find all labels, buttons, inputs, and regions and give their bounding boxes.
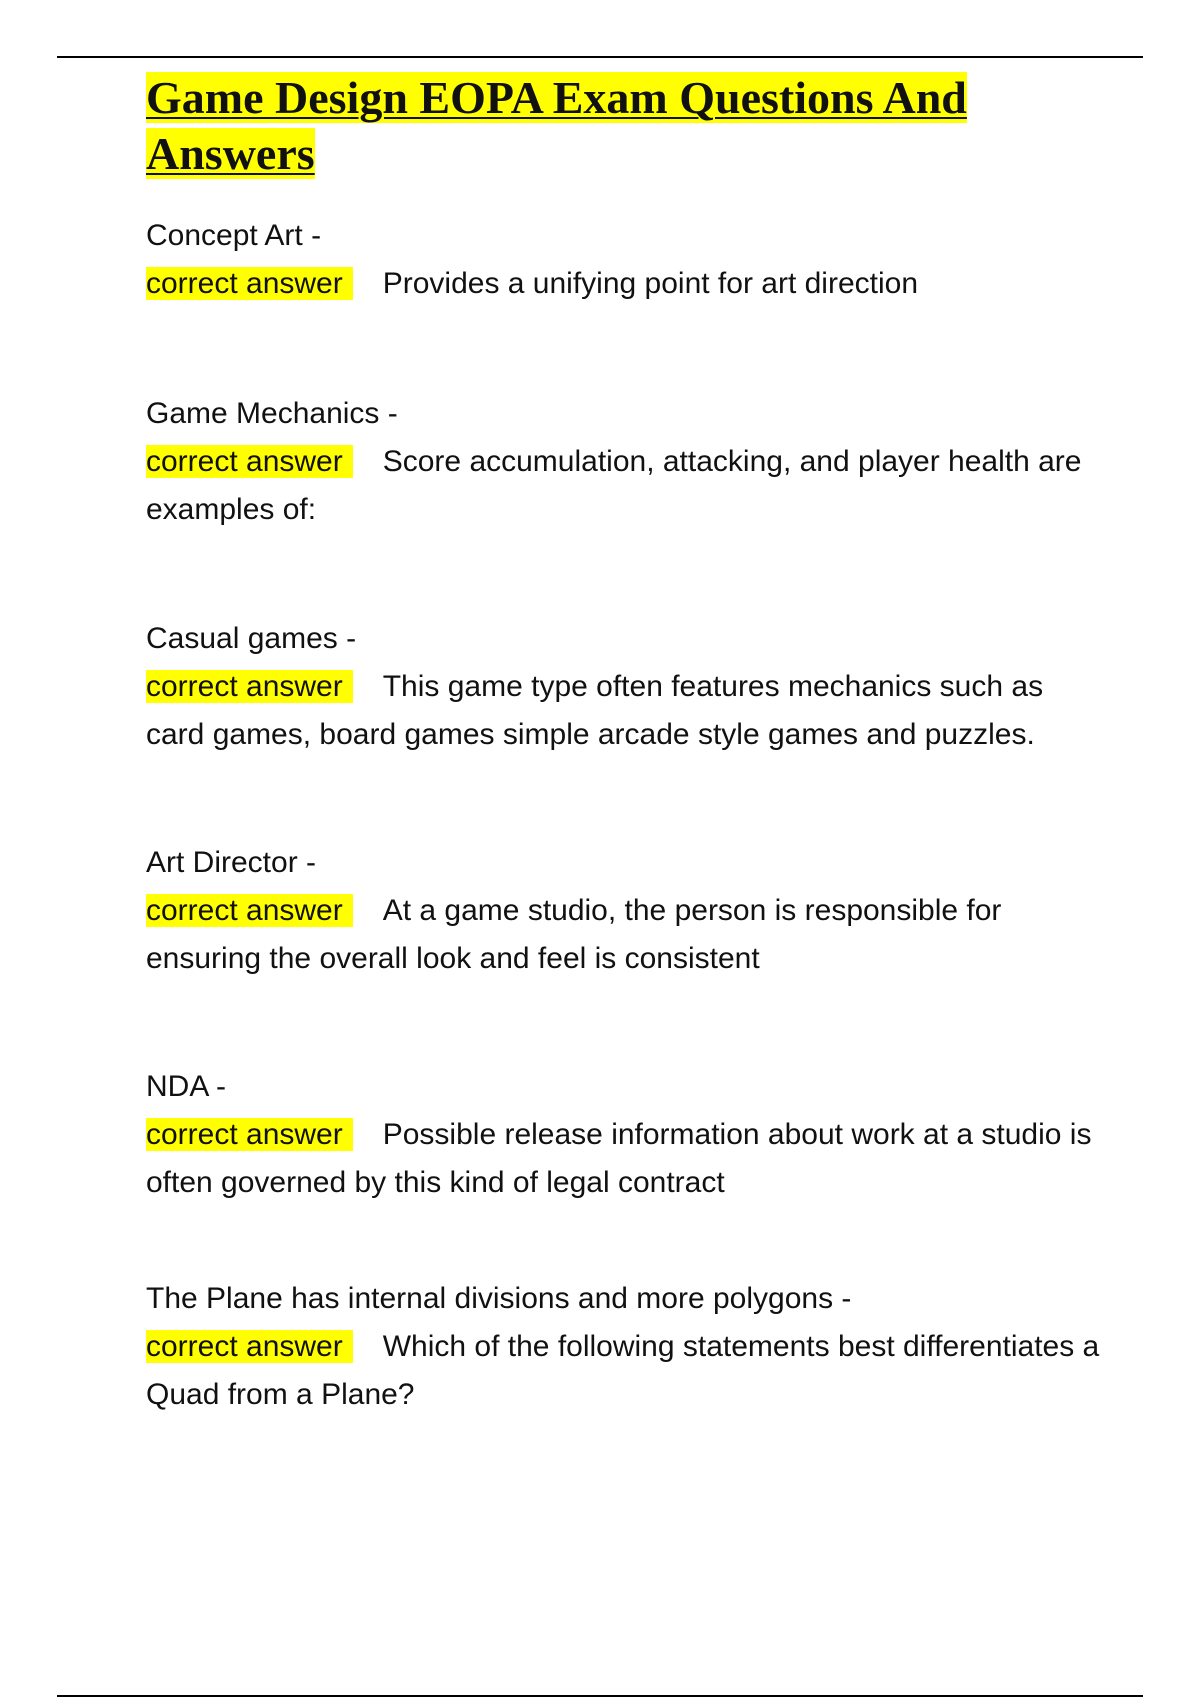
document-title-text: Game Design EOPA Exam Questions And Answers [146,72,967,179]
document-title [146,70,1106,182]
qa-term: Casual games - [146,622,357,655]
qa-term: Concept Art - [146,219,322,252]
qa-answer-line [146,887,1106,983]
qa-item [146,390,1106,534]
qa-answer-line [146,260,1106,308]
qa-term: Art Director - [146,846,317,879]
answer-tag: correct answer [146,445,353,478]
qa-answer-line [146,438,1106,534]
top-rule [57,56,1143,58]
qa-term: NDA - [146,1070,227,1103]
answer-tag: correct answer [146,1118,353,1151]
qa-answer: This game type often features mechanics such as card games, board games simple arcade style games and puzzles. [146,670,1044,751]
qa-item [146,839,1106,983]
qa-item [146,1063,1106,1207]
qa-term: The Plane has internal divisions and more polygons - [146,1282,852,1315]
answer-tag: correct answer [146,1330,353,1363]
qa-answer-line [146,1323,1106,1419]
qa-item [146,1275,1106,1419]
qa-answer: Score accumulation, attacking, and player health are examples of: [146,445,1082,526]
answer-tag: correct answer [146,894,353,927]
qa-answer: Provides a unifying point for art direction [382,267,919,300]
document-body [146,70,1106,1411]
qa-answer: Possible release information about work at a studio is often governed by this kind of legal contract [146,1118,1092,1199]
answer-tag: correct answer [146,670,353,703]
qa-answer-line [146,1111,1106,1207]
qa-answer: At a game studio, the person is responsible for ensuring the overall look and feel is consistent [146,894,1002,975]
bottom-rule [57,1695,1143,1697]
qa-answer-line [146,663,1106,759]
qa-term: Game Mechanics - [146,397,398,430]
qa-item [146,615,1106,759]
qa-answer: Which of the following statements best differentiates a Quad from a Plane? [146,1330,1100,1411]
answer-tag: correct answer [146,267,353,300]
qa-item [146,212,1106,308]
